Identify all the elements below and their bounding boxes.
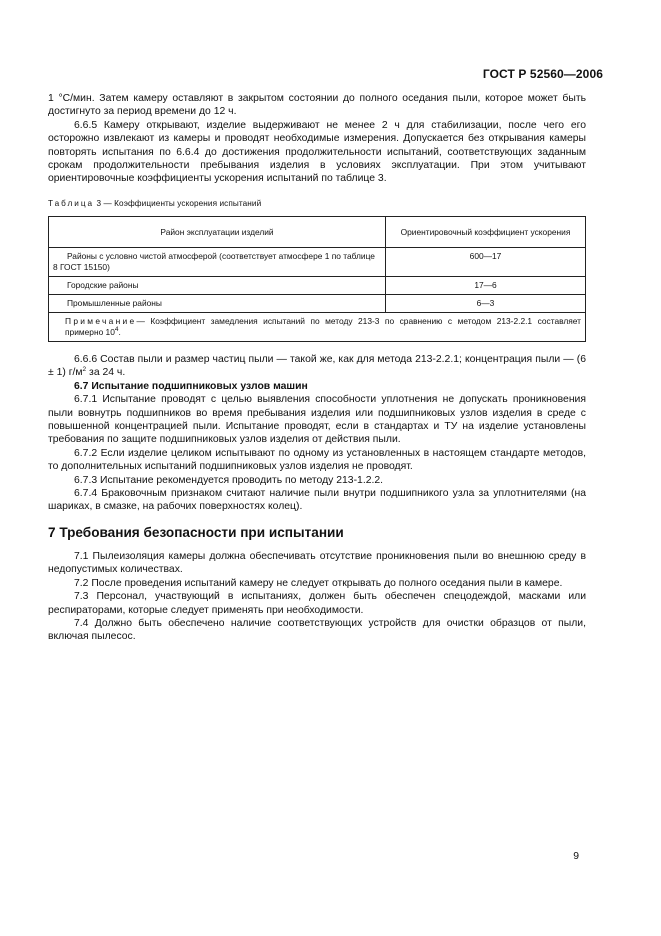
table-note-row xyxy=(49,313,586,342)
table-row xyxy=(49,277,586,295)
table-cell-region xyxy=(49,248,386,277)
table-header-coefficient: Ориентировочный коэффициент ускорения xyxy=(386,217,586,248)
table-row xyxy=(49,248,586,277)
section-7-title: 7 Требования безопасности при испытании xyxy=(48,525,344,540)
p666-superscript: 2 xyxy=(82,366,87,374)
paragraph-6-6-5: 6.6.5 Камеру открывают, изделие выдерживают не менее 2 ч для стабилизации, после чего его осторожно извлекают из камеры и проводят необходимые измерения. Допускается без открывания камеры повторять испытания по 6.6.4 до достижения продолжительности испытаний, соответствующих заданным срокам продолжительности пребывания изделия в условиях эксплуатации. При этом учитывают ориентировочные коэффициенты ускорения испытаний по таблице 3. xyxy=(48,119,586,185)
table-cell-region: Промышленные районы xyxy=(49,295,386,313)
table-header-row xyxy=(49,217,586,248)
paragraph-7-4: 7.4 Должно быть обеспечено наличие соответствующих устройств для очистки образцов от пыли, включая пылесос. xyxy=(48,618,586,643)
table-cell-region: Городские районы xyxy=(49,277,386,295)
heading-6-7: 6.7 Испытание подшипниковых узлов машин xyxy=(74,380,308,392)
table-caption xyxy=(48,199,261,208)
acceleration-coefficients-table xyxy=(48,216,586,342)
note-label: Примечание xyxy=(65,316,137,326)
page-number: 9 xyxy=(573,851,579,862)
paragraph-6-6-6 xyxy=(48,353,586,380)
note-end: . xyxy=(118,327,121,337)
paragraph-7-3: 7.3 Персонал, участвующий в испытаниях, должен быть обеспечен спецодеждой, масками или респираторами, которые следует применять при необходимости. xyxy=(48,591,586,616)
p666-text: 6.6.6 Состав пыли и размер частиц пыли — такой же, как для метода 213-2.2.1; концентрация пыли — (6 ± 1) г/м xyxy=(48,354,586,379)
paragraph-6-7-1: 6.7.1 Испытание проводят с целью выявления способности уплотнения не допускать проникновения пыли вовнутрь подшипников во время пребывания изделия или подшипниковых узлов изделия в среде с повышенной концентрацией пыли. Испытание проводят, если в стандартах и ТУ на изделие установлены требования по защите подшипниковых узлов изделия от действия пыли. xyxy=(48,394,586,446)
paragraph-6-7-2: 6.7.2 Если изделие целиком испытывают по одному из установленных в настоящем стандарте методов, то дополнительных испытаний подшипниковых узлов изделия не проводят. xyxy=(48,447,586,473)
table-cell-value: 17—6 xyxy=(386,277,586,295)
note-exponent: 4 xyxy=(114,326,119,333)
table-caption-label: Таблица xyxy=(48,199,95,208)
paragraph-6-7-3: 6.7.3 Испытание рекомендуется проводить по методу 213-1.2.2. xyxy=(74,474,384,486)
table-cell-value: 6—3 xyxy=(386,295,586,313)
table-caption-title: 3 — Коэффициенты ускорения испытаний xyxy=(96,199,262,208)
table-note xyxy=(49,313,586,342)
paragraph-6-7-4: 6.7.4 Браковочным признаком считают наличие пыли внутри подшипникого узла за уплотнителями (на шариках, в смазке, на рабочих поверхностях колец). xyxy=(48,488,586,513)
standard-code-header: ГОСТ Р 52560—2006 xyxy=(482,67,603,81)
table-header-region: Район эксплуатации изделий xyxy=(49,217,386,248)
section-7-text-block xyxy=(48,550,586,644)
p666-text-end: за 24 ч. xyxy=(86,367,126,379)
paragraph-continuation: 1 °С/мин. Затем камеру оставляют в закрытом состоянии до полного оседания пыли, которое может быть достигнуто за период времени до 12 ч. xyxy=(48,93,586,118)
note-text: — Коэффициент замедления испытаний по методу 213-3 по сравнению с методом 213-2.2.1 составляет примерно 10 xyxy=(65,316,581,337)
section-6-text-block xyxy=(48,353,586,514)
paragraph-7-2: 7.2 После проведения испытаний камеру не следует открывать до полного оседания пыли в камере. xyxy=(74,577,563,589)
intro-text-block xyxy=(48,92,586,186)
table-row xyxy=(49,295,586,313)
table-cell-value: 600—17 xyxy=(386,248,586,277)
paragraph-7-1: 7.1 Пылеизоляция камеры должна обеспечивать отсутствие проникновения пыли во внешнюю среду в недопустимых количествах. xyxy=(48,551,586,576)
region-text: Районы с условно чистой атмосферой (соответствует атмосфере 1 по таблице 8 ГОСТ 15150) xyxy=(53,251,375,272)
